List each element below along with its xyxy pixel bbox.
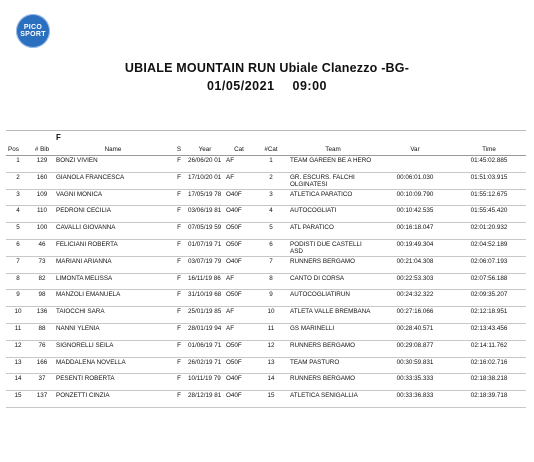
cell-time: 02:16:02.716 xyxy=(452,357,526,374)
cell-name: GIANOLA FRANCESCA xyxy=(54,172,172,189)
cell-bib: 136 xyxy=(30,307,54,324)
cell-name: FELICIANI ROBERTA xyxy=(54,240,172,257)
cell-sex: F xyxy=(172,206,186,223)
cell-year: 17/05/19 78 xyxy=(186,189,224,206)
cell-bib: 109 xyxy=(30,189,54,206)
table-row xyxy=(6,340,526,357)
cell-cat: AF xyxy=(224,324,254,341)
cell-var: 00:06:01.030 xyxy=(378,172,452,189)
cell-var: 00:22:53.303 xyxy=(378,273,452,290)
header-var: Var xyxy=(378,143,452,156)
cell-var: 00:33:36.833 xyxy=(378,391,452,408)
cell-team: ATLETICA SENIGALLIA xyxy=(288,391,378,408)
cell-var: 00:19:49.304 xyxy=(378,240,452,257)
cell-year: 26/06/20 01 xyxy=(186,156,224,173)
cell-pos: 2 xyxy=(6,172,30,189)
cell-pos: 3 xyxy=(6,189,30,206)
cell-team: PODISTI DUE CASTELLI ASD xyxy=(288,240,378,257)
cell-sex: F xyxy=(172,223,186,240)
header-pos: Pos xyxy=(6,143,30,156)
cell-name: VAGNI MONICA xyxy=(54,189,172,206)
table-row xyxy=(6,357,526,374)
cell-team: ATLETICA PARATICO xyxy=(288,189,378,206)
cell-var xyxy=(378,156,452,173)
cell-var: 00:10:09.790 xyxy=(378,189,452,206)
header-time: Time xyxy=(452,143,526,156)
table-row xyxy=(6,307,526,324)
cell-year: 07/05/19 59 xyxy=(186,223,224,240)
cell-catpos: 1 xyxy=(254,156,288,173)
cell-sex: F xyxy=(172,172,186,189)
cell-cat: O50F xyxy=(224,340,254,357)
cell-sex: F xyxy=(172,189,186,206)
cell-time: 02:06:07.193 xyxy=(452,256,526,273)
cell-year: 03/06/19 81 xyxy=(186,206,224,223)
cell-bib: 160 xyxy=(30,172,54,189)
cell-cat: O40F xyxy=(224,391,254,408)
table-row xyxy=(6,189,526,206)
cell-year: 01/07/19 71 xyxy=(186,240,224,257)
cell-var: 00:27:16.066 xyxy=(378,307,452,324)
cell-name: TAIOCCHI SARA xyxy=(54,307,172,324)
cell-bib: 137 xyxy=(30,391,54,408)
cell-name: MADDALENA NOVELLA xyxy=(54,357,172,374)
cell-year: 28/01/19 94 xyxy=(186,324,224,341)
cell-catpos: 5 xyxy=(254,223,288,240)
cell-name: MARIANI ARIANNA xyxy=(54,256,172,273)
cell-sex: F xyxy=(172,324,186,341)
table-row xyxy=(6,256,526,273)
cell-var: 00:24:32.322 xyxy=(378,290,452,307)
cell-name: PESENTI ROBERTA xyxy=(54,374,172,391)
cell-catpos: 15 xyxy=(254,391,288,408)
organizer-logo xyxy=(16,14,50,48)
cell-pos: 15 xyxy=(6,391,30,408)
cell-team: GR. ESCURS. FALCHI OLGINATESI xyxy=(288,172,378,189)
cell-bib: 73 xyxy=(30,256,54,273)
cell-catpos: 2 xyxy=(254,172,288,189)
logo-line-1: PICO xyxy=(23,24,43,31)
cell-cat: O40F xyxy=(224,256,254,273)
cell-pos: 12 xyxy=(6,340,30,357)
cell-bib: 82 xyxy=(30,273,54,290)
cell-name: NANNI YLENIA xyxy=(54,324,172,341)
cell-var: 00:33:35.333 xyxy=(378,374,452,391)
cell-time: 02:01:20.932 xyxy=(452,223,526,240)
cell-catpos: 9 xyxy=(254,290,288,307)
table-row xyxy=(6,240,526,257)
cell-cat: AF xyxy=(224,156,254,173)
header-cat: Cat xyxy=(224,143,254,156)
cell-var: 00:29:08.877 xyxy=(378,340,452,357)
cell-cat: O40F xyxy=(224,189,254,206)
cell-year: 25/01/19 85 xyxy=(186,307,224,324)
header-team: Team xyxy=(288,143,378,156)
cell-name: CAVALLI GIOVANNA xyxy=(54,223,172,240)
cell-var: 00:30:59.831 xyxy=(378,357,452,374)
cell-name: LIMONTA MELISSA xyxy=(54,273,172,290)
cell-year: 26/02/19 71 xyxy=(186,357,224,374)
category-row xyxy=(6,131,526,144)
table-row xyxy=(6,374,526,391)
cell-team: AUTOCOGLIATI xyxy=(288,206,378,223)
cell-bib: 166 xyxy=(30,357,54,374)
cell-catpos: 12 xyxy=(254,340,288,357)
header-year: Year xyxy=(186,143,224,156)
cell-pos: 10 xyxy=(6,307,30,324)
cell-sex: F xyxy=(172,256,186,273)
cell-cat: O50F xyxy=(224,240,254,257)
cell-pos: 8 xyxy=(6,273,30,290)
cell-cat: O50F xyxy=(224,357,254,374)
cell-pos: 13 xyxy=(6,357,30,374)
cell-team: ATL PARATICO xyxy=(288,223,378,240)
cell-time: 02:12:18.951 xyxy=(452,307,526,324)
table-row xyxy=(6,290,526,307)
header-name: Name xyxy=(54,143,172,156)
cell-bib: 129 xyxy=(30,156,54,173)
cell-sex: F xyxy=(172,156,186,173)
cell-year: 28/12/19 81 xyxy=(186,391,224,408)
cell-sex: F xyxy=(172,340,186,357)
cell-sex: F xyxy=(172,240,186,257)
cell-bib: 37 xyxy=(30,374,54,391)
cell-bib: 88 xyxy=(30,324,54,341)
event-time: 09:00 xyxy=(292,79,328,93)
results-table xyxy=(6,130,526,408)
cell-var: 00:16:18.047 xyxy=(378,223,452,240)
cell-pos: 1 xyxy=(6,156,30,173)
cell-pos: 14 xyxy=(6,374,30,391)
cell-team: RUNNERS BERGAMO xyxy=(288,256,378,273)
cell-sex: F xyxy=(172,374,186,391)
cell-cat: O40F xyxy=(224,374,254,391)
cell-team: GS MARINELLI xyxy=(288,324,378,341)
table-row xyxy=(6,324,526,341)
cell-catpos: 13 xyxy=(254,357,288,374)
cell-team: CANTO DI CORSA xyxy=(288,273,378,290)
cell-year: 03/07/19 79 xyxy=(186,256,224,273)
cell-team: TEAM GAREEN BE A HERO xyxy=(288,156,378,173)
category-label: F xyxy=(54,131,172,144)
cell-time: 02:18:38.218 xyxy=(452,374,526,391)
table-row xyxy=(6,273,526,290)
cell-cat: AF xyxy=(224,307,254,324)
cell-catpos: 8 xyxy=(254,273,288,290)
results-body xyxy=(6,156,526,408)
table-row xyxy=(6,391,526,408)
cell-time: 01:51:03.915 xyxy=(452,172,526,189)
table-row xyxy=(6,223,526,240)
cell-pos: 4 xyxy=(6,206,30,223)
cell-sex: F xyxy=(172,307,186,324)
event-datetime xyxy=(0,79,534,93)
cell-pos: 5 xyxy=(6,223,30,240)
cell-team: RUNNERS BERGAMO xyxy=(288,340,378,357)
cell-sex: F xyxy=(172,290,186,307)
cell-cat: AF xyxy=(224,172,254,189)
cell-catpos: 14 xyxy=(254,374,288,391)
cell-time: 02:13:43.456 xyxy=(452,324,526,341)
table-row xyxy=(6,156,526,173)
cell-sex: F xyxy=(172,273,186,290)
cell-catpos: 3 xyxy=(254,189,288,206)
cell-team: RUNNERS BERGAMO xyxy=(288,374,378,391)
cell-var: 00:10:42.535 xyxy=(378,206,452,223)
cell-time: 02:14:11.762 xyxy=(452,340,526,357)
cell-team: TEAM PASTURO xyxy=(288,357,378,374)
cell-name: PEDRONI CECILIA xyxy=(54,206,172,223)
table-header-row xyxy=(6,143,526,156)
header-catpos: #Cat xyxy=(254,143,288,156)
cell-name: SIGNORELLI SEILA xyxy=(54,340,172,357)
cell-name: MANZOLI EMANUELA xyxy=(54,290,172,307)
cell-year: 10/11/19 79 xyxy=(186,374,224,391)
cell-cat: O50F xyxy=(224,223,254,240)
cell-var: 00:28:40.571 xyxy=(378,324,452,341)
cell-year: 17/10/20 01 xyxy=(186,172,224,189)
cell-team: AUTOCOGLIATIRUN xyxy=(288,290,378,307)
cell-year: 31/10/19 68 xyxy=(186,290,224,307)
cell-time: 01:55:12.675 xyxy=(452,189,526,206)
cell-year: 01/06/19 71 xyxy=(186,340,224,357)
cell-bib: 100 xyxy=(30,223,54,240)
cell-var: 00:21:04.308 xyxy=(378,256,452,273)
logo-line-2: SPORT xyxy=(20,31,46,38)
cell-catpos: 6 xyxy=(254,240,288,257)
cell-sex: F xyxy=(172,391,186,408)
cell-catpos: 7 xyxy=(254,256,288,273)
cell-cat: O40F xyxy=(224,206,254,223)
table-row xyxy=(6,172,526,189)
cell-catpos: 4 xyxy=(254,206,288,223)
cell-bib: 46 xyxy=(30,240,54,257)
cell-name: PONZETTI CINZIA xyxy=(54,391,172,408)
cell-catpos: 11 xyxy=(254,324,288,341)
cell-bib: 110 xyxy=(30,206,54,223)
cell-time: 02:04:52.189 xyxy=(452,240,526,257)
cell-time: 02:09:35.207 xyxy=(452,290,526,307)
cell-time: 01:45:02.885 xyxy=(452,156,526,173)
cell-bib: 76 xyxy=(30,340,54,357)
cell-time: 02:18:39.718 xyxy=(452,391,526,408)
cell-catpos: 10 xyxy=(254,307,288,324)
cell-cat: O50F xyxy=(224,290,254,307)
cell-time: 02:07:56.188 xyxy=(452,273,526,290)
cell-cat: AF xyxy=(224,273,254,290)
header-sex: S xyxy=(172,143,186,156)
cell-pos: 9 xyxy=(6,290,30,307)
cell-time: 01:55:45.420 xyxy=(452,206,526,223)
event-title: UBIALE MOUNTAIN RUN Ubiale Clanezzo -BG- xyxy=(124,61,410,75)
cell-name: BONZI VIVIEN xyxy=(54,156,172,173)
header-bib: # Bib xyxy=(30,143,54,156)
cell-team: ATLETA VALLE BREMBANA xyxy=(288,307,378,324)
cell-pos: 7 xyxy=(6,256,30,273)
cell-pos: 11 xyxy=(6,324,30,341)
cell-bib: 98 xyxy=(30,290,54,307)
table-row xyxy=(6,206,526,223)
cell-pos: 6 xyxy=(6,240,30,257)
cell-sex: F xyxy=(172,357,186,374)
cell-year: 16/11/19 86 xyxy=(186,273,224,290)
event-date: 01/05/2021 xyxy=(206,79,275,93)
